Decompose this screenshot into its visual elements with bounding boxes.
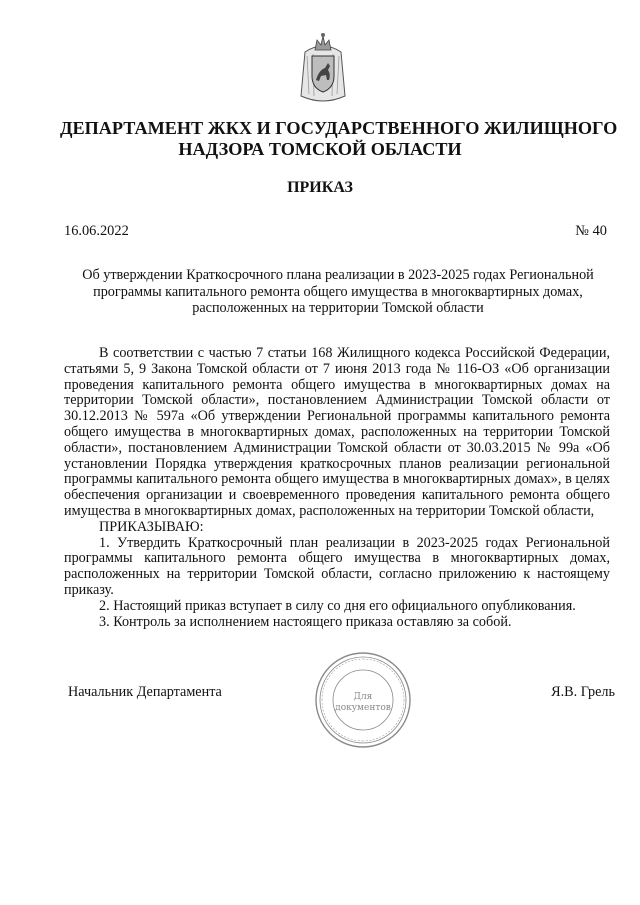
document-subject: [60, 267, 616, 317]
stamp-text-line-1: Для: [353, 692, 373, 702]
department-name-line-1: ДЕПАРТАМЕНТ ЖКХ И ГОСУДАРСТВЕННОГО ЖИЛИЩНОГО: [60, 118, 618, 138]
order-word: ПРИКАЗЫВАЮ:: [99, 518, 204, 535]
department-header: [60, 118, 618, 160]
document-type-title: ПРИКАЗ: [287, 179, 353, 196]
subject-line-1: Об утверждении Краткосрочного плана реализации в 2023-2025 годах Региональной: [82, 267, 594, 283]
subject-line-2: программы капитального ремонта общего имущества в многоквартирных домах,: [93, 283, 583, 300]
signer-position: Начальник Департамента: [68, 684, 222, 700]
department-name-line-2: НАДЗОРА ТОМСКОЙ ОБЛАСТИ: [178, 139, 462, 159]
document-body: [64, 346, 610, 630]
document-date: 16.06.2022: [64, 223, 129, 239]
official-stamp: [313, 650, 413, 750]
order-item-1: 1. Утвердить Краткосрочный план реализации в 2023-2025 годах Региональной программы капитального ремонта общего имущества в многоквартирных домах, расположенных на территории Томской области, согласно приложению к настоящему приказу.: [64, 534, 610, 598]
preamble-paragraph: В соответствии с частью 7 статьи 168 Жилищного кодекса Российской Федерации, статьями 5, 9 Закона Томской области от 7 июня 2013 года № 116-ОЗ «Об организации проведения капитального ремонта общего имущества в многоквартирных домах на территории Томской области», постановлением Администрации Томской области от 30.12.2013 № 597а «Об утверждении Региональной программы капитального ремонта общего имущества в многоквартирных домах, расположенных на территории Томской области», постановлением Администрации Томской области от 30.03.2015 № 99а «Об установлении Порядка утверждения краткосрочных планов реализации региональной программы капитального ремонта общего имущества в многоквартирных домах», в целях обеспечения организации и своевременного проведения капитального ремонта общего имущества в многоквартирных домах, расположенных на территории Томской области,: [64, 345, 610, 519]
subject-line-3: расположенных на территории Томской области: [192, 300, 484, 316]
order-item-2: 2. Настоящий приказ вступает в силу со дня его официального опубликования.: [99, 597, 576, 614]
order-item-3: 3. Контроль за исполнением настоящего приказа оставляю за собой.: [99, 613, 512, 630]
stamp-text-line-2: документов: [335, 703, 391, 713]
document-number: № 40: [575, 223, 607, 239]
coat-of-arms-icon: [297, 30, 349, 106]
signer-name: Я.В. Грель: [551, 684, 615, 700]
